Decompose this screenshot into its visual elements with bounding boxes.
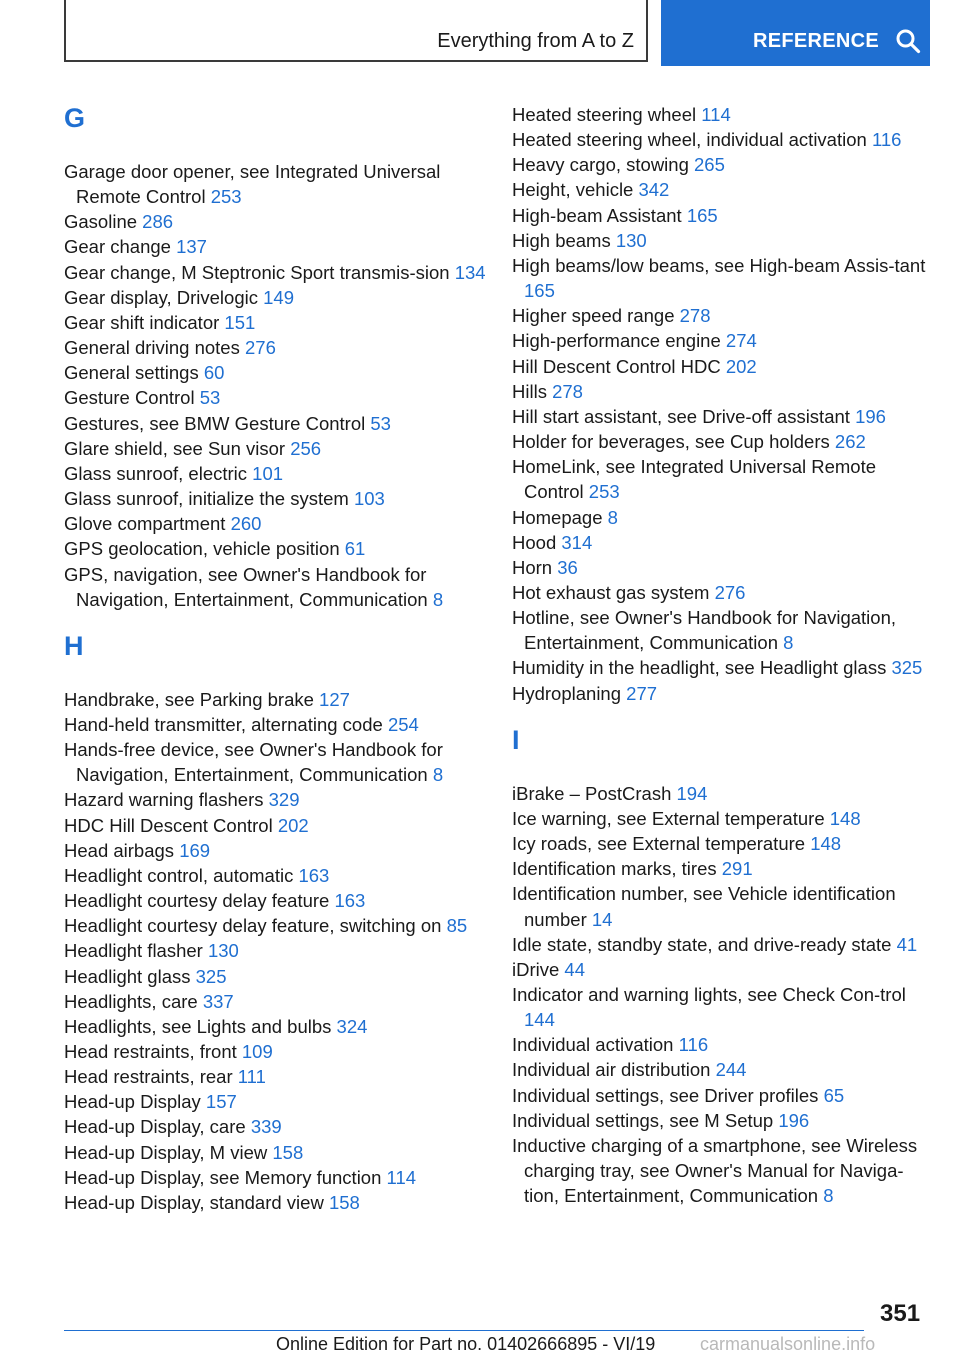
entry-text: Headlight courtesy delay feature, switching on [64, 915, 442, 937]
index-entry [64, 737, 489, 787]
index-entry [512, 404, 937, 429]
index-entry [512, 303, 937, 328]
page-link[interactable]: 169 [179, 839, 211, 861]
page-link[interactable]: 85 [446, 915, 468, 937]
entry-text: Headlight flasher [64, 940, 203, 962]
index-entry [64, 511, 489, 536]
index-entry [64, 159, 489, 209]
page-link[interactable]: 148 [829, 807, 861, 829]
page-link[interactable]: 202 [277, 814, 309, 836]
index-entry [512, 1057, 937, 1082]
page-link[interactable]: 278 [679, 305, 711, 327]
entry-text: Hand-held transmitter, alternating code [64, 713, 383, 735]
entry-text: Head restraints, front [64, 1041, 237, 1062]
footer-divider [64, 1330, 864, 1331]
entry-text: General settings [64, 362, 199, 384]
index-entry [64, 285, 489, 310]
entry-text: Head restraints, rear [64, 1066, 233, 1088]
page-link[interactable]: 158 [272, 1141, 304, 1163]
index-entry [512, 605, 937, 655]
entry-text: Identification number, see Vehicle identification number [512, 883, 896, 930]
entry-text: Headlight courtesy delay feature [64, 890, 330, 912]
entry-text: Indicator and warning lights, see Check Con-trol [512, 984, 906, 1005]
page-link[interactable]: 137 [176, 236, 207, 258]
entry-text: Head-up Display, M view [64, 1141, 268, 1163]
entry-text: Horn [512, 556, 553, 578]
index-entry [64, 562, 489, 612]
page-link[interactable]: 163 [298, 864, 330, 886]
index-entry [512, 1032, 937, 1057]
index-entry [512, 127, 937, 152]
entry-text: Head-up Display, see Memory function [64, 1166, 382, 1188]
page-link[interactable]: 342 [638, 179, 670, 201]
index-entry [64, 335, 489, 360]
index-entry [512, 530, 937, 555]
page-link[interactable]: 53 [370, 412, 391, 434]
entry-text: High-beam Assistant [512, 204, 682, 226]
entry-text: Glare shield, see Sun visor [64, 437, 286, 459]
page-link[interactable]: 324 [336, 1015, 368, 1037]
entry-text: Headlights, care [64, 990, 198, 1012]
entry-text: Identification marks, tires [512, 858, 717, 880]
entry-text: Individual settings, see M Setup [512, 1109, 774, 1131]
index-entry [64, 687, 489, 712]
page-link[interactable]: 196 [778, 1109, 810, 1131]
entry-text: iDrive [512, 958, 560, 980]
index-entry [64, 838, 489, 863]
index-entry [64, 260, 489, 285]
page-link[interactable]: 337 [202, 990, 234, 1012]
page-link[interactable]: 149 [263, 286, 294, 308]
page-link[interactable]: 202 [725, 355, 757, 377]
entry-text: Individual air distribution [512, 1059, 711, 1081]
page-link[interactable]: 339 [250, 1116, 282, 1138]
page-link[interactable]: 53 [199, 387, 221, 409]
index-entry [64, 1064, 489, 1089]
index-entry [64, 863, 489, 888]
reference-label: REFERENCE [753, 30, 880, 52]
index-entry [512, 932, 937, 957]
index-entry [512, 655, 937, 680]
entry-text: Inductive charging of a smartphone, see Wireless charging tray, see Owner's Manual for Naviga-tion, Entertainment, Communication [512, 1134, 918, 1207]
page-link[interactable]: 278 [552, 380, 583, 402]
page-link[interactable]: 265 [694, 154, 725, 176]
search-icon[interactable] [895, 28, 921, 54]
index-entry [512, 228, 937, 253]
page-link[interactable]: 8 [783, 632, 794, 654]
page-link[interactable]: 36 [557, 556, 578, 578]
index-entry [64, 888, 489, 913]
page-link[interactable]: 61 [344, 538, 366, 560]
entry-text: Height, vehicle [512, 179, 634, 201]
entry-text: GPS, navigation, see Owner's Handbook for Navigation, Entertainment, Communication [64, 563, 428, 610]
entry-text: Hill Descent Control HDC [512, 355, 721, 377]
page-link[interactable]: 148 [810, 833, 842, 855]
index-entry [512, 328, 937, 353]
entry-text: Head airbags [64, 839, 175, 861]
page-link[interactable]: 165 [524, 280, 555, 302]
page-link[interactable]: 163 [334, 890, 366, 912]
page-link[interactable]: 114 [701, 104, 731, 125]
entry-text: Gear change [64, 236, 171, 258]
index-entry [64, 1140, 489, 1165]
entry-text: Headlight glass [64, 965, 191, 987]
watermark: carmanualsonline.info [700, 1334, 876, 1354]
index-entry [512, 831, 937, 856]
page-link[interactable]: 134 [454, 261, 486, 283]
entry-text: Hotline, see Owner's Handbook for Navigation, Entertainment, Communication [512, 607, 897, 654]
page-link[interactable]: 277 [626, 682, 658, 704]
index-entry [64, 209, 489, 234]
entry-text: Handbrake, see Parking brake [64, 688, 314, 710]
page-link[interactable]: 14 [591, 908, 613, 930]
entry-text: Gasoline [64, 211, 138, 233]
index-entry [512, 379, 937, 404]
entry-text: High beams [512, 229, 611, 251]
index-entry [64, 1190, 489, 1215]
page-link[interactable]: 151 [224, 311, 256, 333]
index-entry [64, 536, 489, 561]
entry-text: High-performance engine [512, 330, 721, 352]
section-letter: G [64, 103, 86, 133]
page-link[interactable]: 116 [678, 1034, 709, 1056]
entry-text: Ice warning, see External temperature [512, 807, 825, 829]
edition-text: Online Edition for Part no. 01402666895 - VI/19 [276, 1334, 656, 1354]
page-link[interactable]: 114 [386, 1166, 417, 1188]
page-link[interactable]: 314 [561, 531, 593, 553]
section-tab [64, 0, 648, 62]
page-link[interactable]: 130 [207, 940, 239, 962]
entry-text: Hot exhaust gas system [512, 581, 710, 603]
page-link[interactable]: 276 [245, 337, 276, 359]
page-link[interactable]: 144 [524, 1009, 555, 1031]
entry-text: High beams/low beams, see High-beam Assis-tant [512, 254, 926, 276]
entry-text: Headlights, see Lights and bulbs [64, 1015, 332, 1037]
index-entry [512, 856, 937, 881]
entry-text: Hood [512, 531, 557, 553]
index-entry [64, 411, 489, 436]
entry-text: Heated steering wheel, individual activation [512, 129, 867, 151]
index-entry [512, 429, 937, 454]
page-header [64, 0, 930, 66]
page-link[interactable]: 130 [615, 229, 647, 251]
entry-text: Hydroplaning [512, 682, 622, 704]
page-link[interactable]: 60 [203, 362, 225, 384]
page-link[interactable]: 244 [715, 1059, 747, 1081]
page-link[interactable]: 196 [855, 405, 886, 427]
index-entry [64, 486, 489, 511]
entry-text: Hands-free device, see Owner's Handbook for Navigation, Entertainment, Communication [64, 739, 443, 786]
index-entry [512, 203, 937, 228]
index-column-left [64, 102, 489, 1215]
entry-text: Glass sunroof, initialize the system [64, 488, 349, 510]
entry-text: Glass sunroof, electric [64, 462, 248, 484]
entry-text: Higher speed range [512, 305, 675, 327]
index-entry [64, 436, 489, 461]
index-entry [512, 555, 937, 580]
page-link[interactable]: 65 [823, 1084, 845, 1106]
entry-text: HomeLink, see Integrated Universal Remote Control [512, 456, 877, 503]
entry-text: HDC Hill Descent Control [64, 814, 273, 836]
entry-text: Hills [512, 380, 547, 402]
page-link[interactable]: 8 [607, 506, 618, 528]
index-entry [512, 454, 937, 504]
page-link[interactable]: 256 [290, 437, 322, 459]
index-entry [512, 982, 937, 1032]
index-entry [512, 881, 937, 931]
index-entry [64, 938, 489, 963]
index-entry [64, 813, 489, 838]
entry-text: Hill start assistant, see Drive-off assistant [512, 405, 850, 427]
index-entry [64, 913, 489, 938]
entry-text: iBrake – PostCrash [512, 782, 672, 804]
entry-text: Gestures, see BMW Gesture Control [64, 412, 366, 434]
reference-tab[interactable] [661, 0, 930, 66]
index-entry [512, 580, 937, 605]
page-link[interactable]: 260 [230, 513, 262, 535]
index-entry [512, 1083, 937, 1108]
entry-text: Icy roads, see External temperature [512, 833, 806, 855]
entry-text: Hazard warning flashers [64, 789, 264, 811]
section-title: Everything from A to Z [437, 30, 634, 52]
index-column-right [512, 102, 937, 1208]
entry-text: Gear change, M Steptronic Sport transmis-sion [64, 261, 450, 283]
section-letter: H [64, 630, 84, 661]
index-entry [64, 787, 489, 812]
index-entry [64, 964, 489, 989]
page-link[interactable]: 253 [588, 481, 620, 503]
entry-text: GPS geolocation, vehicle position [64, 538, 340, 560]
index-entry [512, 505, 937, 530]
page-link[interactable]: 274 [725, 330, 757, 352]
entry-text: Gear shift indicator [64, 311, 220, 333]
index-entry [512, 781, 937, 806]
entry-text: Gear display, Drivelogic [64, 286, 258, 308]
entry-text: Head-up Display, care [64, 1116, 246, 1138]
entry-text: Individual settings, see Driver profiles [512, 1084, 819, 1106]
page-link[interactable]: 329 [268, 789, 300, 811]
index-entry [64, 360, 489, 385]
page-link[interactable]: 253 [210, 186, 242, 208]
index-entry [64, 1114, 489, 1139]
entry-text: Gesture Control [64, 387, 195, 409]
index-entry [64, 712, 489, 737]
page-link[interactable]: 111 [237, 1066, 266, 1088]
page-link[interactable]: 286 [142, 211, 174, 233]
page-link[interactable]: 101 [252, 462, 284, 484]
index-entry [512, 806, 937, 831]
page-link[interactable]: 127 [319, 688, 350, 710]
index-entry [512, 1108, 937, 1133]
page-number: 351 [880, 1300, 921, 1327]
index-entry [512, 354, 937, 379]
index-entry [64, 1165, 489, 1190]
entry-text: Headlight control, automatic [64, 864, 294, 886]
page-link[interactable]: 325 [891, 657, 923, 679]
index-entry [64, 1039, 489, 1064]
page-link[interactable]: 291 [721, 858, 753, 880]
entry-text: Holder for beverages, see Cup holders [512, 431, 830, 453]
page-link[interactable]: 194 [676, 782, 708, 804]
page-link[interactable]: 103 [353, 488, 385, 510]
index-entry [64, 385, 489, 410]
page-link[interactable]: 165 [686, 204, 718, 226]
page-link[interactable]: 8 [432, 764, 444, 786]
page-link[interactable]: 325 [195, 965, 227, 987]
entry-text: Heavy cargo, stowing [512, 154, 689, 176]
page-link[interactable]: 262 [834, 431, 866, 453]
index-entry [512, 102, 937, 127]
page-link[interactable]: 157 [205, 1091, 237, 1113]
page-link[interactable]: 254 [387, 713, 419, 735]
index-entry [64, 989, 489, 1014]
index-entry [512, 681, 937, 706]
index-entry [64, 234, 489, 259]
page-link[interactable]: 44 [564, 958, 585, 980]
entry-text: Individual activation [512, 1034, 674, 1056]
entry-text: Head-up Display [64, 1091, 201, 1113]
index-entry [64, 1089, 489, 1114]
entry-text: Idle state, standby state, and drive-ready state [512, 933, 892, 955]
entry-text: Glove compartment [64, 513, 226, 535]
index-entry [64, 461, 489, 486]
page-link[interactable]: 116 [871, 129, 902, 151]
page-link[interactable]: 41 [896, 933, 918, 955]
index-entry [512, 1133, 937, 1208]
entry-text: Head-up Display, standard view [64, 1191, 324, 1213]
page-link[interactable]: 8 [823, 1185, 834, 1207]
entry-text: Garage door opener, see Integrated Universal Remote Control [64, 161, 441, 208]
index-entry [64, 1014, 489, 1039]
index-entry [512, 253, 937, 303]
index-entry [512, 957, 937, 982]
page-link[interactable]: 158 [328, 1191, 360, 1213]
entry-text: Heated steering wheel [512, 104, 697, 125]
index-entry [64, 310, 489, 335]
entry-text: Humidity in the headlight, see Headlight glass [512, 657, 887, 679]
entry-text: Homepage [512, 506, 603, 528]
page-link[interactable]: 276 [714, 581, 746, 603]
page-link[interactable]: 109 [241, 1041, 273, 1062]
index-entry [512, 177, 937, 202]
index-entry [512, 152, 937, 177]
page-link[interactable]: 8 [432, 588, 444, 610]
entry-text: General driving notes [64, 337, 240, 359]
section-letter: I [512, 724, 520, 755]
